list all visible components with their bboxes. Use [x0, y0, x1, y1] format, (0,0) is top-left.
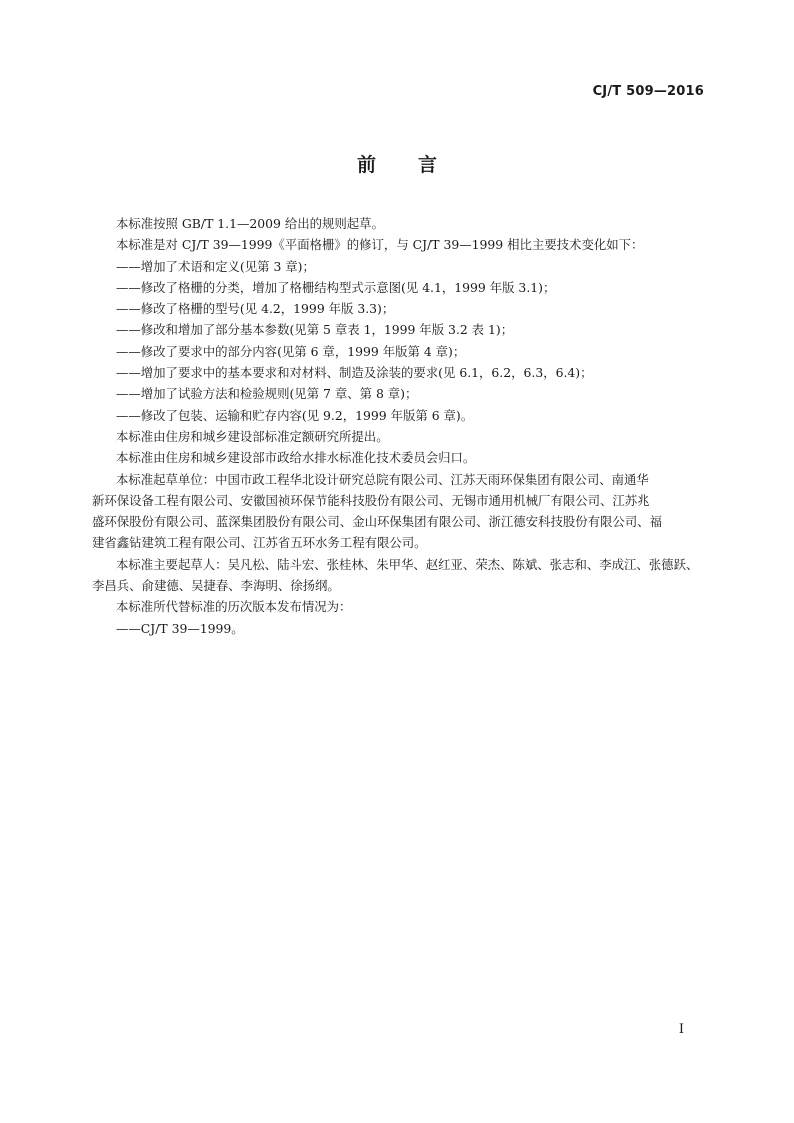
paragraph-drafters-cont: 李昌兵、俞建德、吴捷春、李海明、徐扬纲。 [92, 578, 340, 594]
page-number: I [678, 1022, 684, 1037]
document-code: CJ/T 509—2016 [592, 84, 704, 99]
paragraph-drafting-units-cont: 盛环保股份有限公司、蓝深集团股份有限公司、金山环保集团有限公司、浙江德安科技股份有限公司、福 [92, 514, 662, 530]
paragraph-proposed-by: 本标准由住房和城乡建设部标准定额研究所提出。 [116, 428, 389, 444]
paragraph-drafting-units-cont: 新环保设备工程有限公司、安徽国祯环保节能科技股份有限公司、无锡市通用机械厂有限公司、江苏兆 [92, 492, 650, 508]
change-item: ——修改和增加了部分基本参数(见第 5 章表 1，1999 年版 3.2 表 1)； [116, 322, 514, 338]
paragraph-drafters: 本标准主要起草人：吴凡松、陆斗宏、张桂林、朱甲华、赵红亚、荣杰、陈斌、张志和、李成江、张德跃、 [116, 556, 699, 572]
change-item: ——增加了试验方法和检验规则(见第 7 章、第 8 章)； [116, 386, 418, 402]
page-title: 前言 [356, 154, 479, 176]
paragraph-previous-editions: 本标准所代替标准的历次版本发布情况为： [116, 599, 352, 615]
foreword-body [92, 213, 704, 639]
paragraph-drafting-units-cont: 建省鑫钻建筑工程有限公司、江苏省五环水务工程有限公司。 [92, 535, 427, 551]
change-item: ——修改了格栅的分类，增加了格栅结构型式示意图(见 4.1，1999 年版 3.1)； [116, 279, 556, 295]
change-item: ——修改了格栅的型号(见 4.2，1999 年版 3.3)； [116, 301, 395, 317]
change-item: ——修改了要求中的部分内容(见第 6 章，1999 年版第 4 章)； [116, 343, 466, 359]
previous-edition-item: ——CJ/T 39—1999。 [116, 620, 244, 636]
paragraph-centralized-by: 本标准由住房和城乡建设部市政给水排水标准化技术委员会归口。 [116, 450, 476, 466]
paragraph-drafting-units: 本标准起草单位：中国市政工程华北设计研究总院有限公司、江苏天雨环保集团有限公司、南通华 [116, 471, 649, 487]
change-item: ——增加了要求中的基本要求和对材料、制造及涂装的要求(见 6.1，6.2，6.3，6.4)； [116, 365, 593, 381]
change-item: ——修改了包装、运输和贮存内容(见 9.2，1999 年版第 6 章)。 [116, 407, 474, 423]
change-item: ——增加了术语和定义(见第 3 章)； [116, 258, 315, 274]
paragraph-drafting-rules: 本标准按照 GB/T 1.1—2009 给出的规则起草。 [116, 216, 384, 231]
paragraph-revision-intro: 本标准是对 CJ/T 39—1999《平面格栅》的修订，与 CJ/T 39—1999 相比主要技术变化如下： [116, 237, 644, 253]
